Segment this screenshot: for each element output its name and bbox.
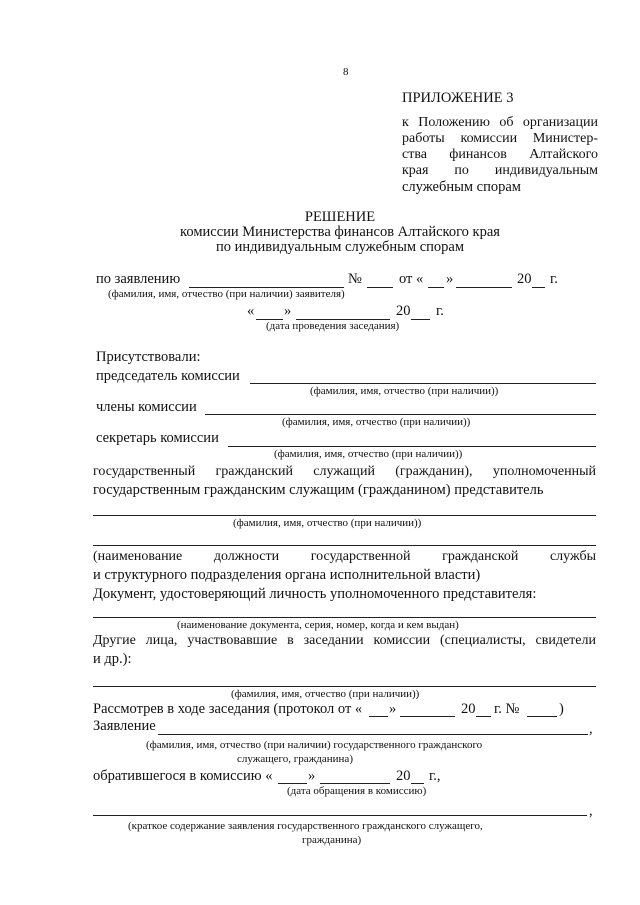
decision-subtitle: комиссии Министерства финансов Алтайского края [180, 224, 500, 240]
employee-text: государственным гражданским служащим (гражданином) представитель [93, 482, 544, 498]
year-prefix: 20 [517, 271, 532, 287]
protocol-year-prefix: 20 [461, 701, 476, 717]
page-number: 8 [343, 66, 349, 78]
meeting-date-close: » [284, 303, 292, 319]
meeting-year-prefix: 20 [396, 303, 411, 319]
appendix-line: края по индивидуальным [402, 163, 598, 178]
members-blank [205, 414, 596, 415]
protocol-month-blank [400, 716, 455, 717]
employee-text: государственный гражданский служащий (гражданин), уполномоченный [93, 464, 596, 479]
applicant-caption: (фамилия, имя, отчество (при наличии) заявителя) [108, 288, 345, 300]
applied-year-suffix: г., [429, 768, 441, 784]
number-label: № [348, 271, 362, 287]
meeting-year-blank [411, 319, 430, 320]
others-text: Другие лица, участвовавшие в заседании комиссии (специалисты, свидетели [93, 633, 596, 648]
appendix-line: ства финансов Алтайского [402, 147, 598, 162]
employee-blank [93, 515, 596, 516]
protocol-quote-close: » [389, 701, 397, 717]
decision-subtitle: по индивидуальным служебным спорам [215, 239, 465, 255]
position-text: (наименование должности государственной гражданской службы [93, 549, 596, 564]
protocol-number-blank [527, 716, 557, 717]
year-blank [532, 287, 545, 288]
secretary-caption: (фамилия, имя, отчество (при наличии)) [274, 448, 463, 460]
summary-blank [93, 815, 587, 816]
others-caption: (фамилия, имя, отчество (при наличии)) [231, 688, 420, 700]
applied-year-blank [411, 783, 424, 784]
position-blank [93, 545, 596, 546]
quote-close: » [446, 271, 454, 287]
statement-caption: (фамилия, имя, отчество (при наличии) государственного гражданского [146, 739, 483, 751]
protocol-day-blank [369, 716, 388, 717]
appendix-line: работы комиссии Министер- [402, 131, 598, 146]
document-label: Документ, удостоверяющий личность уполномоченного представителя: [93, 586, 537, 602]
chairman-label: председатель комиссии [96, 368, 240, 384]
appendix-line: к Положению об организации [402, 115, 598, 130]
applied-month-blank [320, 783, 390, 784]
position-text: и структурного подразделения органа исполнительной власти) [93, 567, 481, 583]
considered-label: Рассмотрев в ходе заседания (протокол от « [93, 701, 363, 717]
month-blank [456, 287, 512, 288]
protocol-number-label: г. № [494, 701, 520, 717]
protocol-paren-close: ) [559, 701, 564, 717]
secretary-blank [228, 446, 596, 447]
decision-title: РЕШЕНИЕ [304, 209, 376, 225]
summary-comma: , [589, 803, 593, 819]
protocol-year-blank [476, 716, 491, 717]
year-suffix: г. [550, 271, 558, 287]
summary-caption: (краткое содержание заявления государственного гражданского служащего, [128, 820, 483, 832]
chairman-caption: (фамилия, имя, отчество (при наличии)) [310, 385, 499, 397]
present-heading: Присутствовали: [96, 349, 201, 365]
by-application-label: по заявлению [96, 271, 181, 287]
applied-quote-close: » [308, 768, 316, 784]
applied-day-blank [278, 783, 307, 784]
summary-caption: гражданина) [302, 834, 362, 846]
statement-caption: служащего, гражданина) [237, 753, 353, 765]
appendix-title: ПРИЛОЖЕНИЕ 3 [402, 90, 514, 106]
chairman-blank [250, 383, 596, 384]
appendix-line: служебным спорам [402, 179, 521, 195]
members-label: члены комиссии [96, 399, 197, 415]
statement-comma: , [589, 721, 593, 737]
secretary-label: секретарь комиссии [96, 430, 219, 446]
statement-blank [158, 734, 588, 735]
applied-label: обратившегося в комиссию « [93, 768, 273, 784]
document-caption: (наименование документа, серия, номер, когда и кем выдан) [177, 619, 459, 631]
meeting-date-open: « [247, 303, 255, 319]
others-text: и др.): [93, 651, 132, 667]
meeting-year-suffix: г. [436, 303, 444, 319]
members-caption: (фамилия, имя, отчество (при наличии)) [282, 416, 471, 428]
applied-caption: (дата обращения в комиссию) [287, 785, 427, 797]
day-blank [428, 287, 444, 288]
applied-year-prefix: 20 [396, 768, 411, 784]
number-blank [367, 287, 393, 288]
employee-caption: (фамилия, имя, отчество (при наличии)) [233, 517, 422, 529]
statement-label: Заявление [93, 718, 156, 734]
others-blank [93, 686, 596, 687]
document-blank [93, 617, 596, 618]
meeting-caption: (дата проведения заседания) [266, 320, 400, 332]
from-label: от « [399, 271, 424, 287]
